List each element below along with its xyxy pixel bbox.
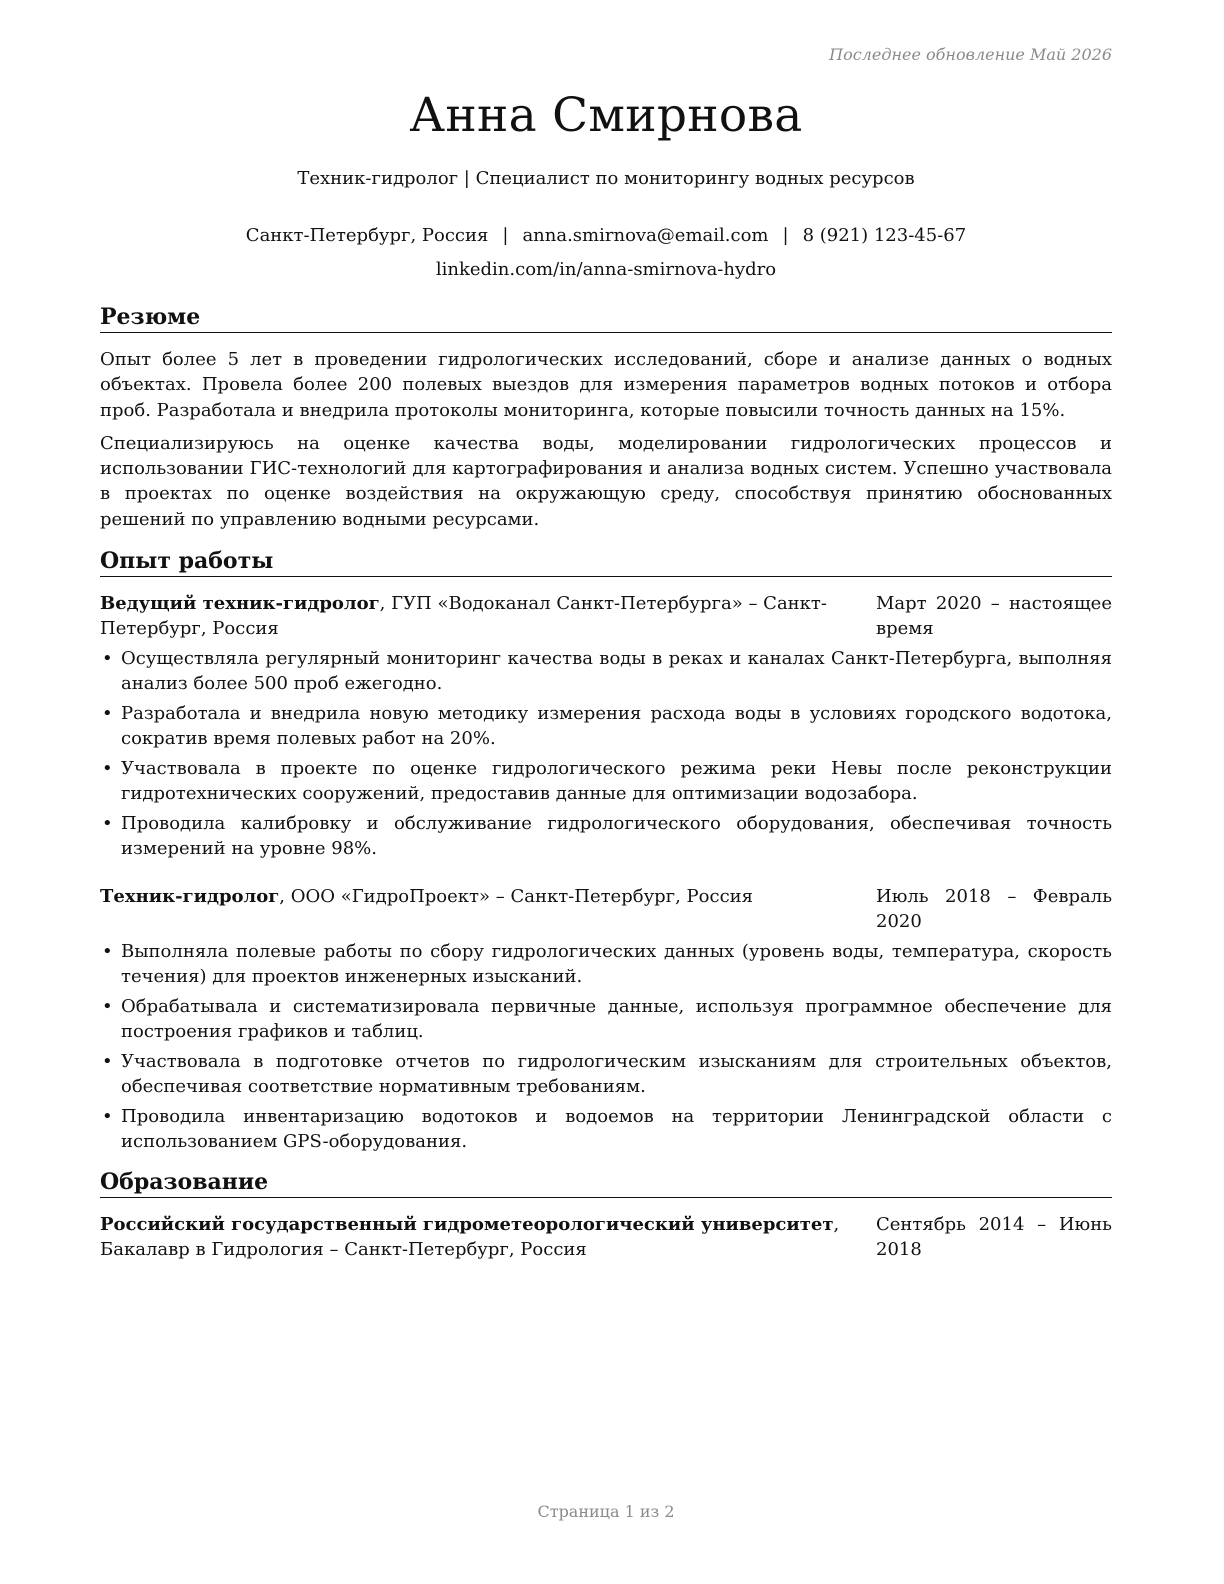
contact-separator: | (782, 225, 789, 246)
resume-page (100, 0, 1112, 1584)
school-name: Российский государственный гидрометеорологический университет (100, 1214, 834, 1235)
job-company: , ГУП «Водоканал Санкт-Петербурга» – Санкт-Петербург, Россия (100, 593, 827, 639)
phone: 8 (921) 123-45-67 (802, 225, 967, 246)
job-dates: Март 2020 – настоящее время (876, 593, 1112, 639)
degree: , Бакалавр в Гидрология – Санкт-Петербург, Россия (100, 1214, 840, 1260)
job-role: Техник-гидролог (100, 886, 280, 907)
job-bullets (100, 646, 1112, 866)
list-item: • Проводила калибровку и обслуживание гидрологического оборудования, обеспечивая точность измерений на уровне 98%. (100, 811, 1112, 861)
education-dates: Сентябрь 2014 – Июнь 2018 (876, 1214, 1112, 1260)
linkedin-link[interactable]: linkedin.com/in/anna-smirnova-hydro (435, 259, 777, 280)
list-item: • Проводила инвентаризацию водотоков и водоемов на территории Ленинградской области с использованием GPS-оборудования. (100, 1104, 1112, 1154)
job-role: Ведущий техник-гидролог (100, 593, 380, 614)
last-updated: Последнее обновление Май 2026 (829, 45, 1112, 64)
job-header (100, 591, 1112, 641)
location: Санкт-Петербург, Россия (245, 225, 489, 246)
job-bullets (100, 939, 1112, 1159)
job-title-line (100, 591, 868, 641)
list-item: • Обрабатывала и систематизировала первичные данные, используя программное обеспечение для построения графиков и таблиц. (100, 994, 1112, 1044)
job-dates: Июль 2018 – Февраль 2020 (876, 886, 1112, 932)
contact-block (100, 219, 1112, 287)
person-name: Анна Смирнова (409, 88, 803, 143)
contact-separator: | (502, 225, 509, 246)
summary-paragraph: Специализируюсь на оценке качества воды, моделировании гидрологических процессов и использовании ГИС-технологий для картографирования и анализа водных систем. Успешно участвовала в проектах по оценке воздействия на окружающую среду, способствуя принятию обоснованных решений по управлению водными ресурсами. (100, 432, 1112, 530)
page-number: Страница 1 из 2 (537, 1502, 675, 1521)
summary-paragraph: Опыт более 5 лет в проведении гидрологических исследований, сборе и анализе данных о водных объектах. Провела более 200 полевых выездов для измерения параметров водных потоков и отбора проб. Разработала и внедрила протоколы мониторинга, которые повысили точность данных на 15%. (100, 349, 1112, 421)
list-item: • Выполняла полевые работы по сбору гидрологических данных (уровень воды, температура, скорость течения) для проектов инженерных изысканий. (100, 939, 1112, 989)
list-item: • Участвовала в подготовке отчетов по гидрологическим изысканиям для строительных объектов, обеспечивая соответствие нормативным требованиям. (100, 1049, 1112, 1099)
professional-title: Техник-гидролог | Специалист по мониторингу водных ресурсов (297, 168, 915, 189)
summary-heading: Резюме (100, 304, 1112, 333)
education-entry (100, 1212, 1112, 1262)
list-item: • Участвовала в проекте по оценке гидрологического режима реки Невы после реконструкции гидротехнических сооружений, предоставив данные для оптимизации водозабора. (100, 756, 1112, 806)
experience-heading: Опыт работы (100, 548, 1112, 577)
education-heading: Образование (100, 1169, 1112, 1198)
job-header (100, 884, 1112, 934)
job-company: , ООО «ГидроПроект» – Санкт-Петербург, Россия (279, 886, 754, 907)
email-link[interactable]: anna.smirnova@email.com (522, 225, 769, 246)
list-item: • Разработала и внедрила новую методику измерения расхода воды в условиях городского водотока, сократив время полевых работ на 20%. (100, 701, 1112, 751)
job-title-line (100, 884, 868, 934)
contact-line (100, 219, 1112, 253)
list-item: • Осуществляла регулярный мониторинг качества воды в реках и каналах Санкт-Петербурга, выполняя анализ более 500 проб ежегодно. (100, 646, 1112, 696)
summary-text (100, 347, 1112, 540)
education-line (100, 1212, 868, 1262)
